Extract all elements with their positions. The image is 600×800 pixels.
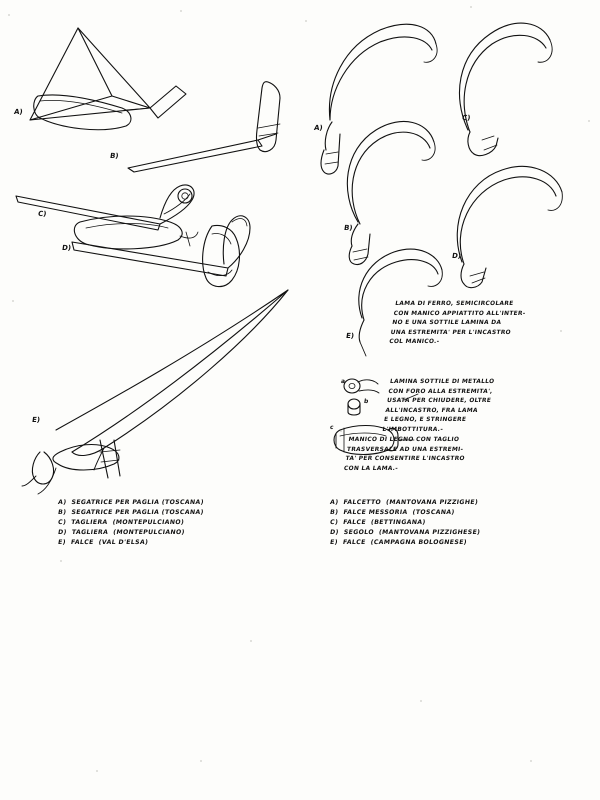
left-legend-d: D) TAGLIERA (MONTEPULCIANO) — [57, 529, 186, 536]
note-handle: MANICO DI LEGNO CON TAGLIO TRASVERSALE AD UNA ESTREMI- TA' PER CONSENTIRE L'INCASTRO CON LA LAMA.- — [343, 437, 466, 472]
right-letter-e: E) — [345, 332, 355, 340]
left-letter-a: A) — [13, 108, 24, 116]
left-item-a-sawblade — [30, 28, 186, 130]
right-detail-letter-c: c — [329, 424, 335, 431]
left-letter-d: D) — [61, 244, 72, 252]
left-item-b-sawblade — [128, 82, 280, 172]
right-item-a-sickle — [321, 24, 437, 174]
right-detail-letter-b: b — [363, 398, 369, 405]
right-legend-d: D) SEGOLO (MANTOVANA PIZZIGHESE) — [329, 529, 481, 536]
left-legend-a: A) SEGATRICE PER PAGLIA (TOSCANA) — [57, 499, 205, 506]
right-legend-e: E) FALCE (CAMPAGNA BOLOGNESE) — [329, 539, 468, 546]
right-item-c-sickle — [459, 23, 552, 155]
left-legend-e: E) FALCE (VAL D'ELSA) — [57, 539, 149, 546]
note-blade: LAMA DI FERRO, SEMICIRCOLARE CON MANICO APPIATTITO ALL'INTER- NO E UNA SOTTILE LAMINA DA UNA ESTREMITA' PER L'INCASTRO COL MANICO.- — [388, 301, 526, 346]
left-letter-c: C) — [37, 210, 47, 218]
left-legend-c: C) TAGLIERA (MONTEPULCIANO) — [57, 519, 185, 526]
right-legend-c: C) FALCE (BETTINGANA) — [329, 519, 427, 526]
right-legend-a: A) FALCETTO (MANTOVANA PIZZIGHE) — [329, 499, 479, 506]
right-detail-b-cap — [348, 399, 360, 415]
left-legend-b: B) SEGATRICE PER PAGLIA (TOSCANA) — [57, 509, 205, 516]
left-item-e-scythe — [22, 290, 288, 494]
left-letter-b: B) — [109, 152, 120, 160]
right-detail-a-lamina — [344, 379, 379, 393]
right-letter-d: D) — [451, 252, 462, 260]
right-letter-b: B) — [343, 224, 354, 232]
note-lamina: LAMINA SOTTILE DI METALLO CON FORO ALLA ESTREMITA', USATA PER CHIUDERE, OLTRE ALL'INCASTRO, FRA LAMA E LEGNO, E STRINGERE L'IMBOTTITURA.- — [381, 379, 495, 433]
right-letter-c: C) — [461, 114, 471, 122]
right-detail-letter-a: a — [340, 378, 346, 385]
right-legend-b: B) FALCE MESSORIA (TOSCANA) — [329, 509, 456, 516]
right-item-b-sickle — [347, 121, 435, 264]
right-item-d-sickle — [457, 166, 562, 287]
right-letter-a: A) — [313, 124, 324, 132]
left-letter-e: E) — [31, 416, 41, 424]
